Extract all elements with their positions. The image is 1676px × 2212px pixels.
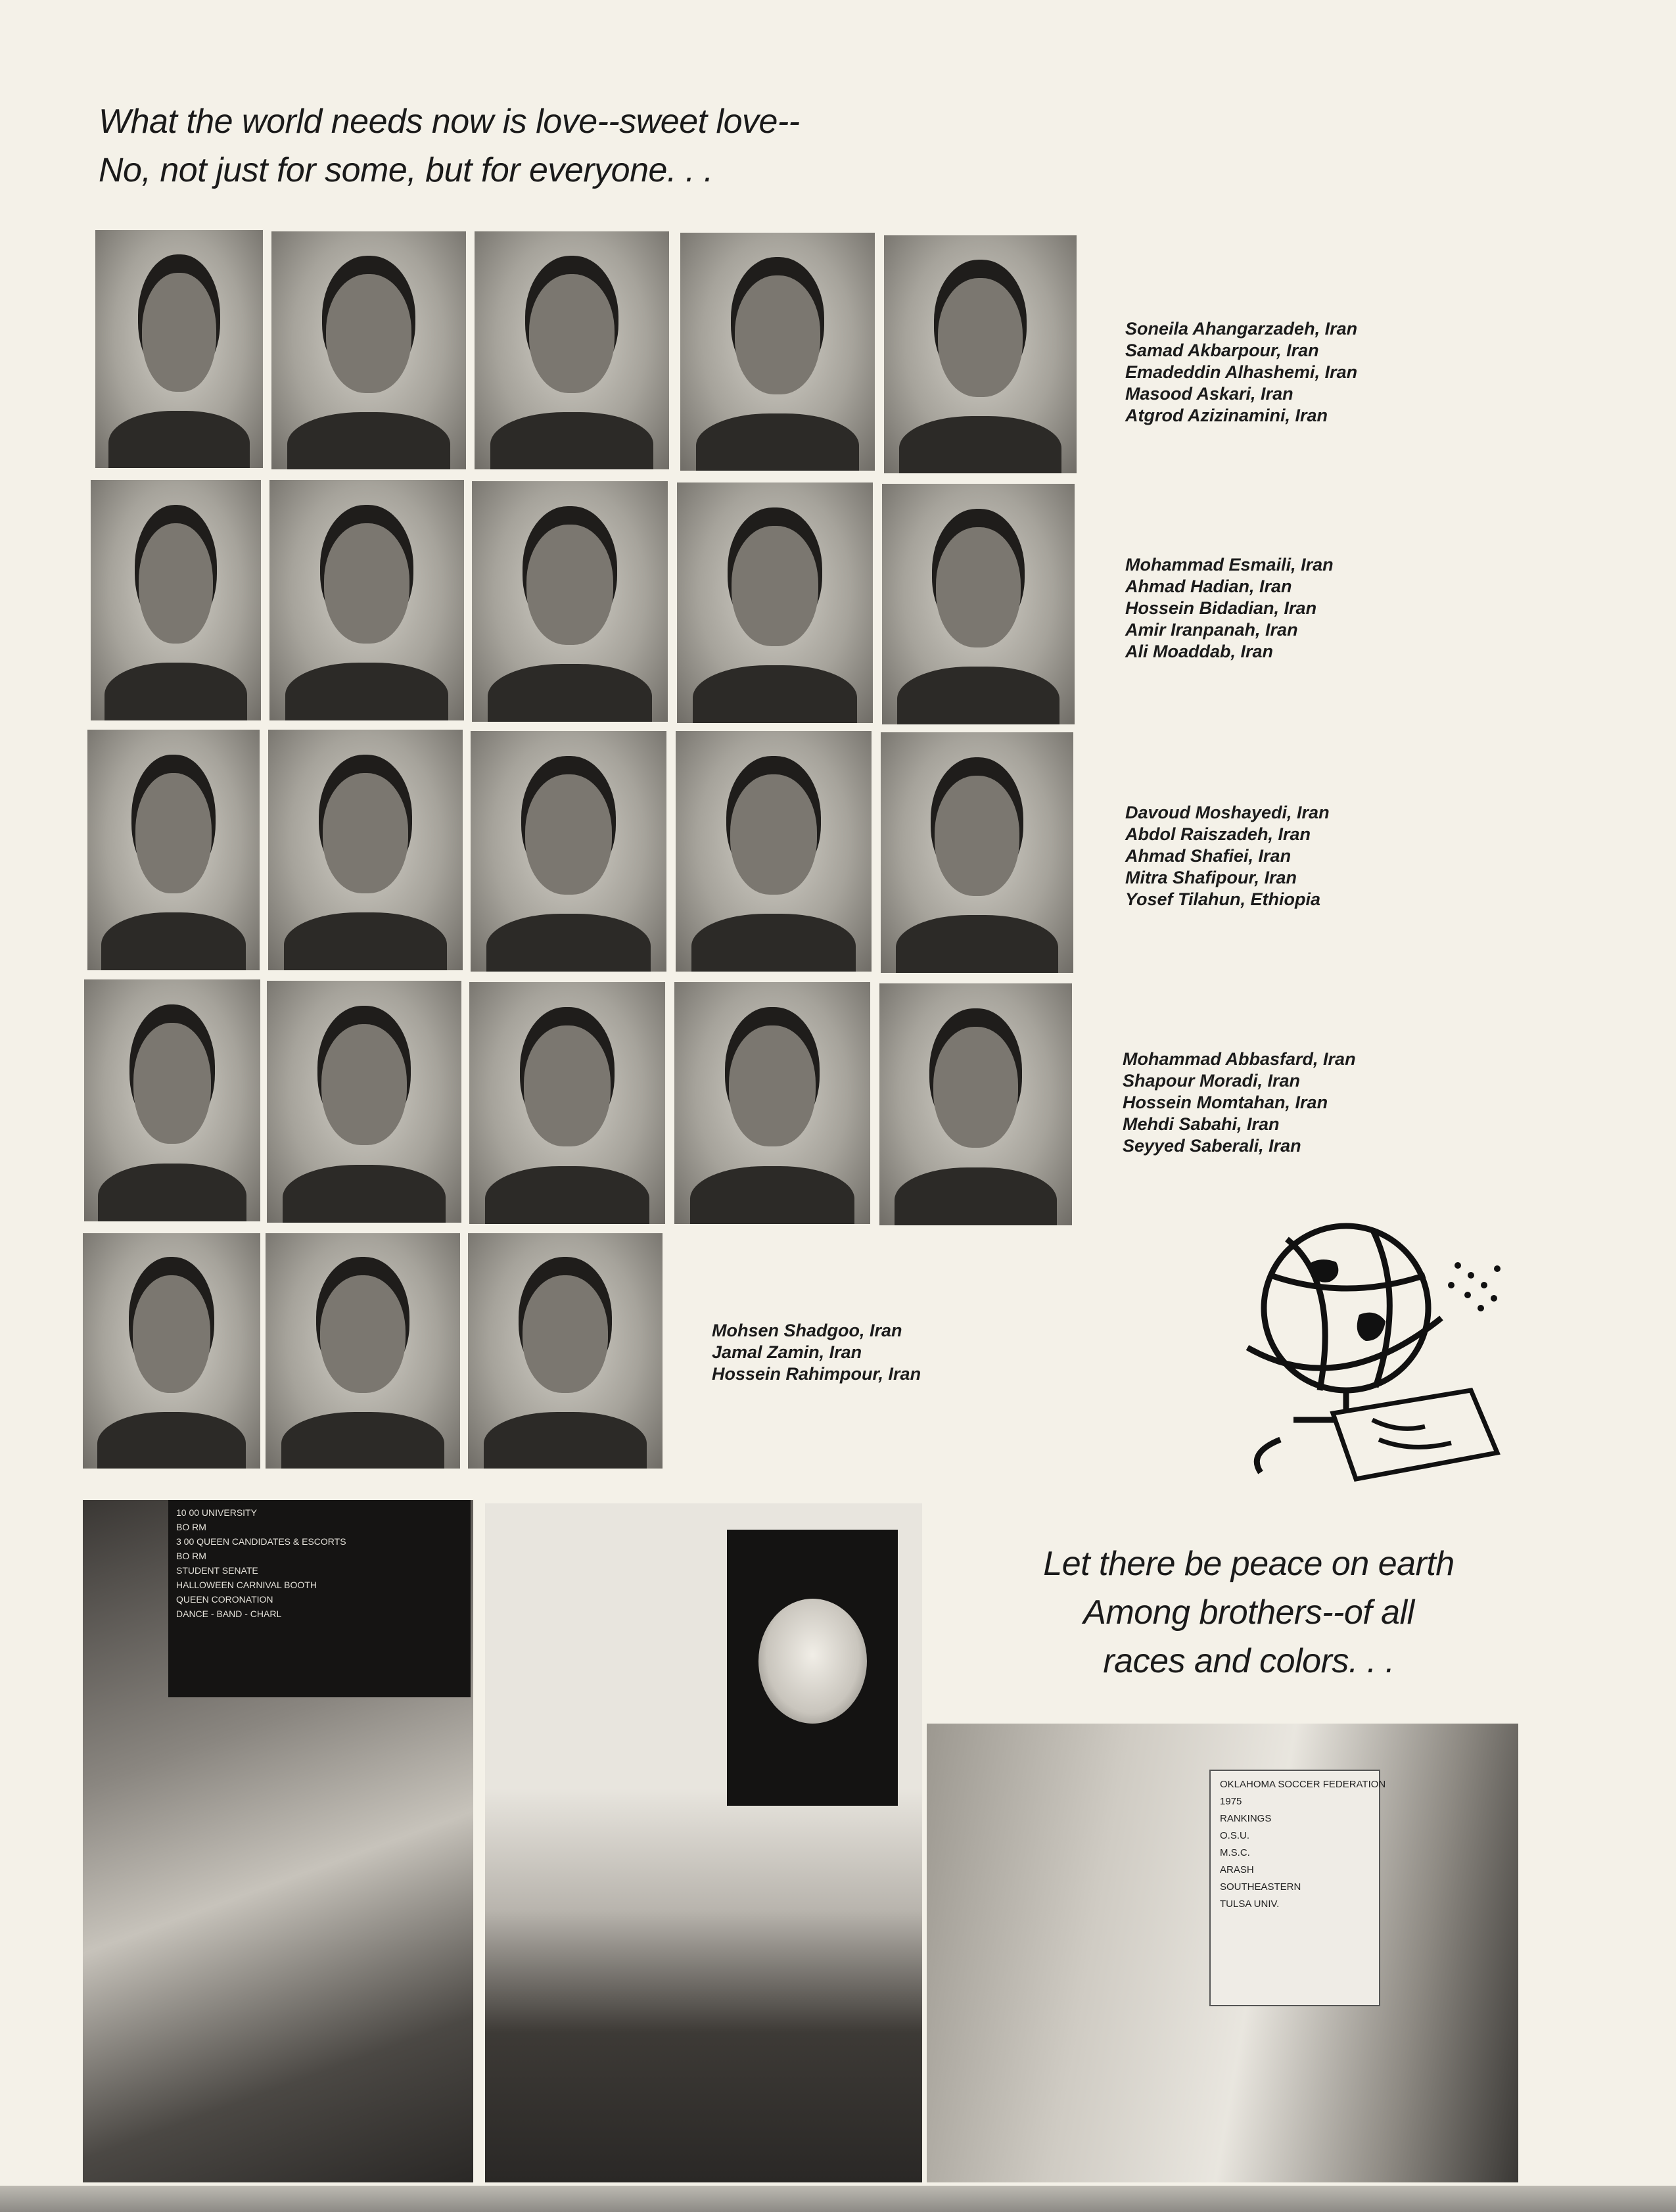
portrait bbox=[882, 484, 1075, 724]
portrait bbox=[879, 983, 1072, 1225]
portrait bbox=[95, 230, 263, 468]
portrait bbox=[87, 730, 260, 970]
portrait bbox=[475, 231, 669, 469]
bottom-quote-line-3: races and colors. . . bbox=[1103, 1642, 1395, 1680]
board-line: STUDENT SENATE bbox=[176, 1565, 258, 1576]
student-name: Hossein Bidadian, Iran bbox=[1125, 598, 1317, 618]
top-quote-line-2: No, not just for some, but for everyone. . . bbox=[99, 151, 713, 189]
board-line: HALLOWEEN CARNIVAL BOOTH bbox=[176, 1580, 317, 1590]
student-name: Emadeddin Alhashemi, Iran bbox=[1125, 362, 1358, 382]
portrait bbox=[83, 1233, 260, 1469]
student-name: Mohammad Abbasfard, Iran bbox=[1123, 1049, 1356, 1069]
portrait bbox=[881, 732, 1073, 973]
student-name: Shapour Moradi, Iran bbox=[1123, 1071, 1301, 1091]
portrait bbox=[267, 981, 461, 1223]
board-line: BO RM bbox=[176, 1551, 206, 1561]
name-list-row-5 bbox=[712, 1320, 921, 1385]
soccer-rankings-poster bbox=[1209, 1770, 1386, 2006]
face-artwork bbox=[758, 1599, 867, 1724]
portrait bbox=[677, 482, 873, 723]
student-name: Atgrod Azizinamini, Iran bbox=[1125, 406, 1328, 425]
portrait bbox=[268, 730, 463, 970]
board-line: 10 00 UNIVERSITY bbox=[176, 1507, 257, 1518]
announcement-board bbox=[168, 1500, 471, 1697]
poster-line: OKLAHOMA SOCCER FEDERATION bbox=[1220, 1779, 1386, 1790]
portrait bbox=[271, 231, 466, 469]
portrait bbox=[84, 979, 260, 1221]
student-name: Hossein Rahimpour, Iran bbox=[712, 1364, 921, 1384]
student-name: Jamal Zamin, Iran bbox=[712, 1342, 862, 1362]
portrait bbox=[471, 731, 666, 972]
portrait bbox=[884, 235, 1077, 473]
portrait bbox=[676, 731, 872, 972]
name-list-row-2 bbox=[1125, 554, 1334, 663]
poster-line: 1975 bbox=[1220, 1796, 1242, 1807]
board-line: QUEEN CORONATION bbox=[176, 1594, 273, 1605]
name-list-row-3 bbox=[1125, 802, 1330, 910]
poster-line: ARASH bbox=[1220, 1864, 1254, 1875]
page-bottom-edge bbox=[0, 2186, 1676, 2212]
student-name: Mehdi Sabahi, Iran bbox=[1123, 1114, 1280, 1134]
event-photo-left bbox=[83, 1500, 473, 2182]
board-line: DANCE - BAND - CHARL bbox=[176, 1609, 282, 1619]
portrait bbox=[469, 982, 665, 1224]
event-photo-middle bbox=[485, 1503, 922, 2182]
name-list-row-1 bbox=[1125, 318, 1357, 427]
portrait bbox=[468, 1233, 663, 1469]
bottom-quote-line-1: Let there be peace on earth bbox=[1043, 1545, 1455, 1583]
poster-line: M.S.C. bbox=[1220, 1847, 1250, 1858]
portrait bbox=[266, 1233, 460, 1469]
poster-line: O.S.U. bbox=[1220, 1830, 1250, 1841]
student-name: Ali Moaddab, Iran bbox=[1125, 642, 1274, 661]
poster-line: RANKINGS bbox=[1220, 1813, 1272, 1824]
student-name: Mitra Shafipour, Iran bbox=[1125, 868, 1297, 887]
portrait bbox=[472, 481, 668, 722]
student-name: Samad Akbarpour, Iran bbox=[1125, 341, 1319, 360]
student-name: Hossein Momtahan, Iran bbox=[1123, 1093, 1328, 1112]
student-name: Soneila Ahangarzadeh, Iran bbox=[1125, 319, 1358, 339]
student-name: Abdol Raiszadeh, Iran bbox=[1125, 824, 1311, 844]
bottom-quote-line-2: Among brothers--of all bbox=[1083, 1593, 1414, 1632]
top-quote bbox=[99, 97, 822, 195]
student-name: Amir Iranpanah, Iran bbox=[1125, 620, 1298, 640]
bottom-quote bbox=[1025, 1540, 1472, 1685]
portrait bbox=[269, 480, 464, 720]
event-photo-right bbox=[927, 1724, 1518, 2182]
student-name: Mohsen Shadgoo, Iran bbox=[712, 1321, 902, 1340]
board-line: 3 00 QUEEN CANDIDATES & ESCORTS bbox=[176, 1536, 346, 1547]
student-name: Mohammad Esmaili, Iran bbox=[1125, 555, 1334, 575]
globe-illustration bbox=[1208, 1203, 1510, 1492]
student-name: Yosef Tilahun, Ethiopia bbox=[1125, 889, 1321, 909]
board-line: BO RM bbox=[176, 1522, 206, 1532]
student-name: Davoud Moshayedi, Iran bbox=[1125, 803, 1330, 822]
framed-artwork bbox=[727, 1530, 898, 1806]
student-name: Masood Askari, Iran bbox=[1125, 384, 1293, 404]
portrait bbox=[674, 982, 870, 1224]
student-name: Ahmad Shafiei, Iran bbox=[1125, 846, 1292, 866]
poster-line: SOUTHEASTERN bbox=[1220, 1881, 1301, 1893]
student-name: Seyyed Saberali, Iran bbox=[1123, 1136, 1301, 1156]
name-list-row-4 bbox=[1123, 1048, 1356, 1157]
top-quote-line-1: What the world needs now is love--sweet love-- bbox=[99, 103, 800, 141]
portrait bbox=[680, 233, 875, 471]
portrait bbox=[91, 480, 261, 720]
poster-line: TULSA UNIV. bbox=[1220, 1898, 1280, 1910]
student-name: Ahmad Hadian, Iran bbox=[1125, 577, 1292, 596]
